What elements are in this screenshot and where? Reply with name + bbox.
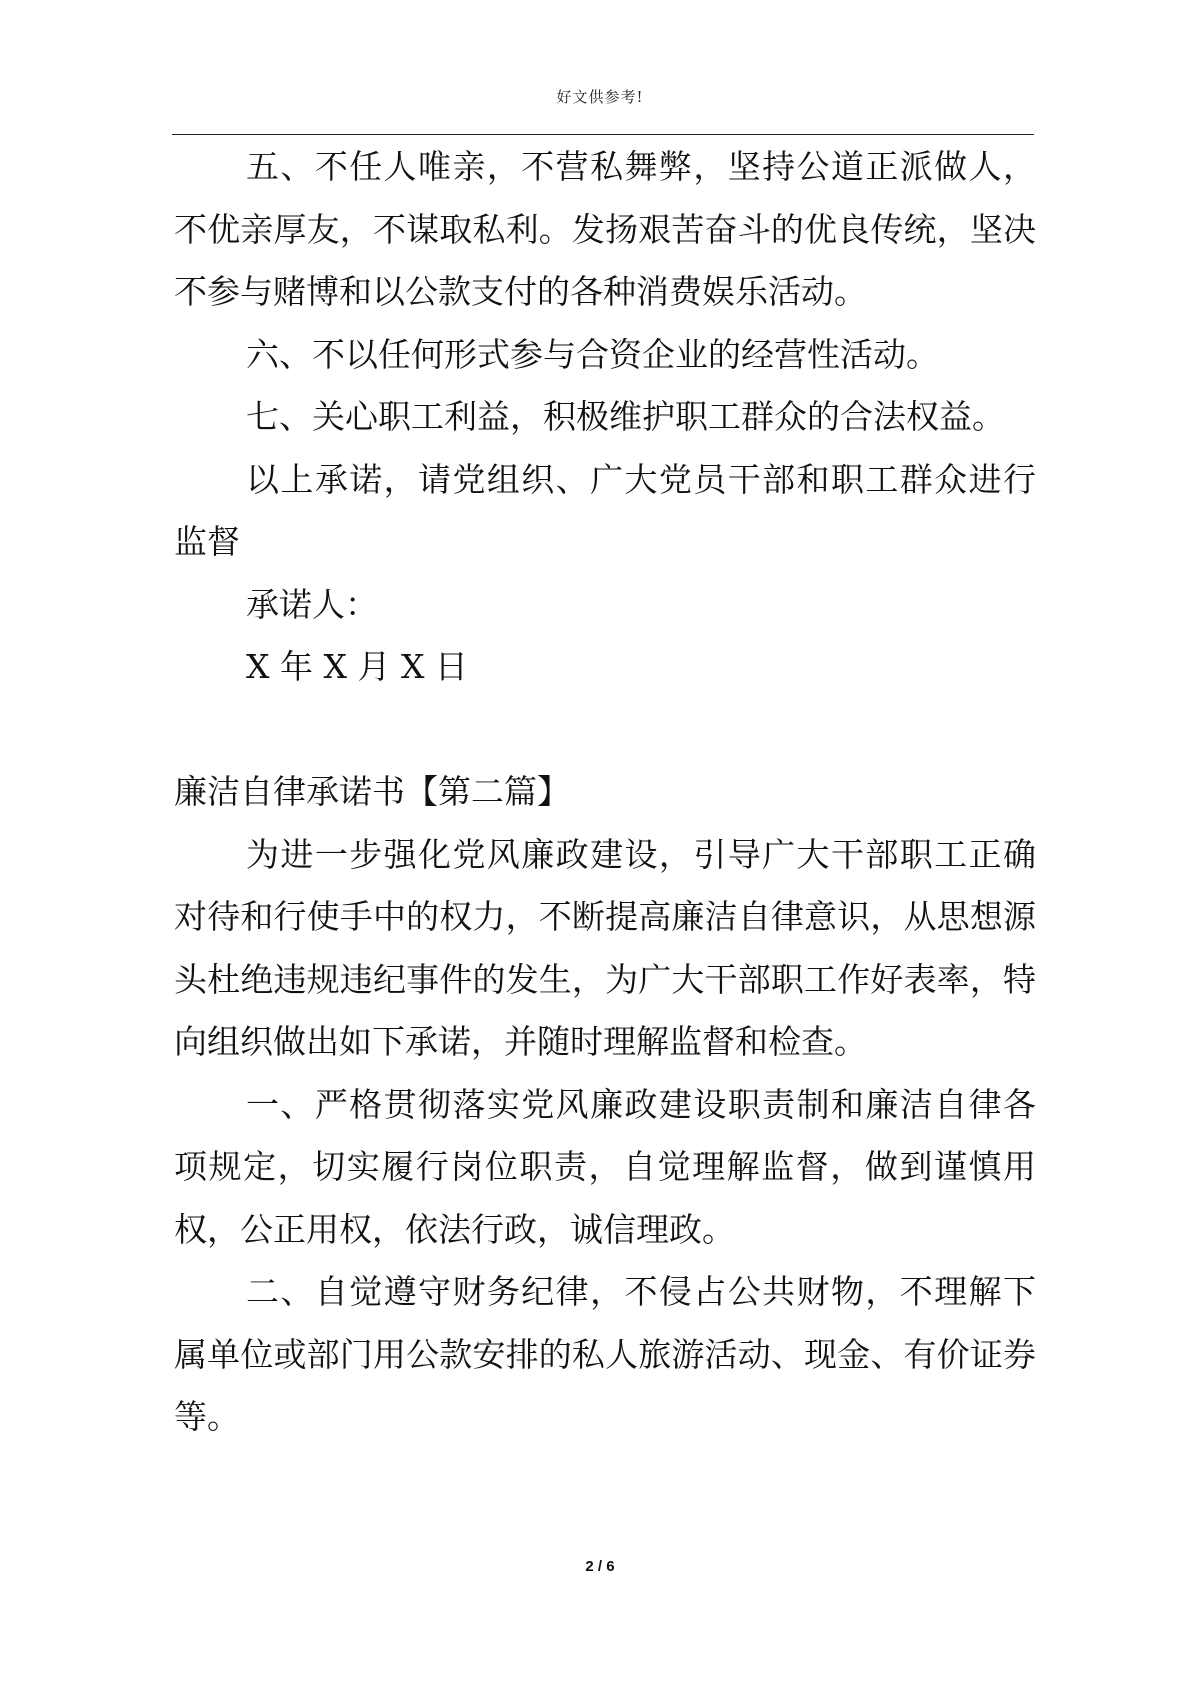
paragraph-supervision: 以上承诺，请党组织、广大党员干部和职工群众进行监督 (174, 459, 1036, 561)
paragraph-item-1: 一、严格贯彻落实党风廉政建设职责制和廉洁自律各项规定，切实履行岗位职责，自觉理解监督，做到谨慎用权，公正用权，依法行政，诚信理政。 (174, 1084, 1036, 1249)
section-title: 廉洁自律承诺书【第二篇】 (174, 772, 570, 811)
paragraph-item-6: 六、不以任何形式参与合资企业的经营性活动。 (246, 334, 939, 374)
paragraph-item-5: 五、不任人唯亲，不营私舞弊，坚持公道正派做人，不优亲厚友，不谋取私利。发扬艰苦奋斗的优良传统，坚决不参与赌博和以公款支付的各种消费娱乐活动。 (174, 147, 1036, 311)
page-number: 2 / 6 (585, 1558, 615, 1575)
signer-label: 承诺人： (246, 584, 378, 624)
page-header: 好文供参考! (556, 88, 644, 106)
header-divider (172, 134, 1034, 135)
document-body (174, 136, 1036, 1449)
date-line: X 年 X 月 X 日 (246, 647, 468, 686)
paragraph-item-7: 七、关心职工利益，积极维护职工群众的合法权益。 (246, 397, 1005, 436)
blank-line (174, 699, 1036, 762)
paragraph-intro: 为进一步强化党风廉政建设，引导广大干部职工正确对待和行使手中的权力，不断提高廉洁自律意识，从思想源头杜绝违规违纪事件的发生，为广大干部职工作好表率，特向组织做出如下承诺，并随时理解监督和检查。 (174, 834, 1036, 1061)
paragraph-item-2: 二、自觉遵守财务纪律，不侵占公共财物，不理解下属单位或部门用公款安排的私人旅游活动、现金、有价证券等。 (174, 1272, 1036, 1436)
